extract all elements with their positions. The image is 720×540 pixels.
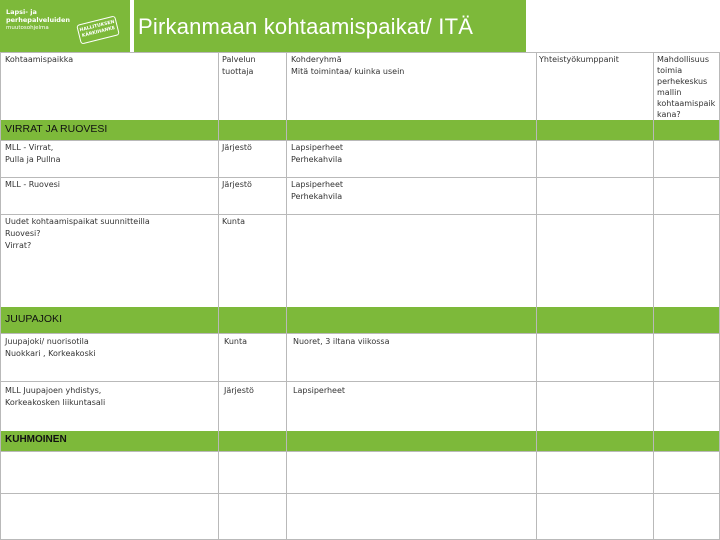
section-label: KUHMOINEN [5, 434, 67, 445]
table-row-provider: Järjestö [222, 143, 252, 152]
column-header-line: Mahdollisuus [657, 55, 709, 64]
table-row-target: Nuoret, 3 iltana viikossa [293, 337, 390, 346]
table-row-place [5, 179, 60, 191]
table-row-place [5, 142, 60, 166]
column-header-possibility [657, 54, 715, 120]
table-row-target: Lapsiperheet [293, 386, 346, 395]
cell-text: Lapsiperheet [291, 143, 344, 152]
section-label: JUUPAJOKI [5, 313, 62, 325]
page-title: Pirkanmaan kohtaamispaikat/ ITÄ [138, 14, 474, 39]
cell-text: Uudet kohtaamispaikat suunnitteilla [5, 217, 150, 226]
table-row-provider: Kunta [224, 337, 248, 346]
column-header-line: mallin [657, 88, 682, 97]
cell-text: Perhekahvila [291, 155, 343, 164]
col-divider [536, 52, 537, 540]
logo-line-2: perhepalveluiden [6, 16, 70, 24]
table-row-place [5, 216, 150, 252]
cell-text: Nuokkari , Korkeakoski [5, 349, 96, 358]
slide-header [0, 0, 720, 52]
cell-text: MLL Juupajoen yhdistys, [5, 386, 102, 395]
col-divider [653, 52, 654, 540]
table-row-target [291, 179, 343, 203]
cell-text: Virrat? [5, 241, 32, 250]
section-bar-kuhmoinen [0, 431, 720, 451]
table-row-provider: Järjestö [224, 386, 254, 395]
cell-text: MLL - Ruovesi [5, 180, 60, 189]
table-row-place [5, 385, 105, 409]
row-divider [0, 177, 720, 178]
row-divider [0, 381, 720, 382]
cell-text: Juupajoki/ nuorisotila [5, 337, 89, 346]
table-row-place [5, 336, 96, 360]
column-header-line: tuottaja [222, 67, 254, 76]
row-divider [0, 493, 720, 494]
row-divider [0, 214, 720, 215]
table [0, 52, 720, 540]
table-row-provider: Järjestö [222, 180, 252, 189]
table-row-provider: Kunta [222, 217, 246, 226]
cell-text: Ruovesi? [5, 229, 41, 238]
table-row-target [291, 142, 343, 166]
cell-text: Perhekahvila [291, 192, 343, 201]
logo-line-3: muutosohjelma [6, 25, 49, 31]
row-divider [0, 140, 720, 141]
section-label: VIRRAT JA RUOVESI [5, 123, 108, 135]
column-header-provider [222, 54, 256, 78]
col-divider [286, 52, 287, 540]
col-divider [218, 52, 219, 540]
column-header-line: kohtaamispaik [657, 99, 716, 108]
column-header-line: Palvelun [222, 55, 256, 64]
row-divider [0, 52, 720, 53]
program-logo [0, 0, 130, 52]
logo-text [6, 8, 70, 32]
column-header-line: perhekeskus [657, 77, 708, 86]
column-header-line: Mitä toimintaa/ kuinka usein [291, 67, 405, 76]
col-divider [0, 52, 1, 540]
column-header-target [291, 54, 404, 78]
section-bar-juupajoki [0, 307, 720, 333]
cell-text: Lapsiperheet [291, 180, 344, 189]
row-divider [0, 451, 720, 452]
column-header-partners: Yhteistyökumppanit [539, 55, 619, 64]
column-header-line: toimia [657, 66, 683, 75]
section-bar-virrat [0, 120, 720, 140]
column-header-line: Kohderyhmä [291, 55, 342, 64]
cell-text: Pulla ja Pullna [5, 155, 61, 164]
column-header-place: Kohtaamispaikka [5, 55, 74, 64]
cell-text: Korkeakosken liikuntasali [5, 398, 106, 407]
column-header-line: kana? [657, 110, 681, 119]
stamp-icon: HALLITUKSEN KÄRKIHANKE [76, 15, 120, 44]
row-divider [0, 333, 720, 334]
logo-line-1: Lapsi- ja [6, 8, 37, 16]
cell-text: MLL - Virrat, [5, 143, 54, 152]
